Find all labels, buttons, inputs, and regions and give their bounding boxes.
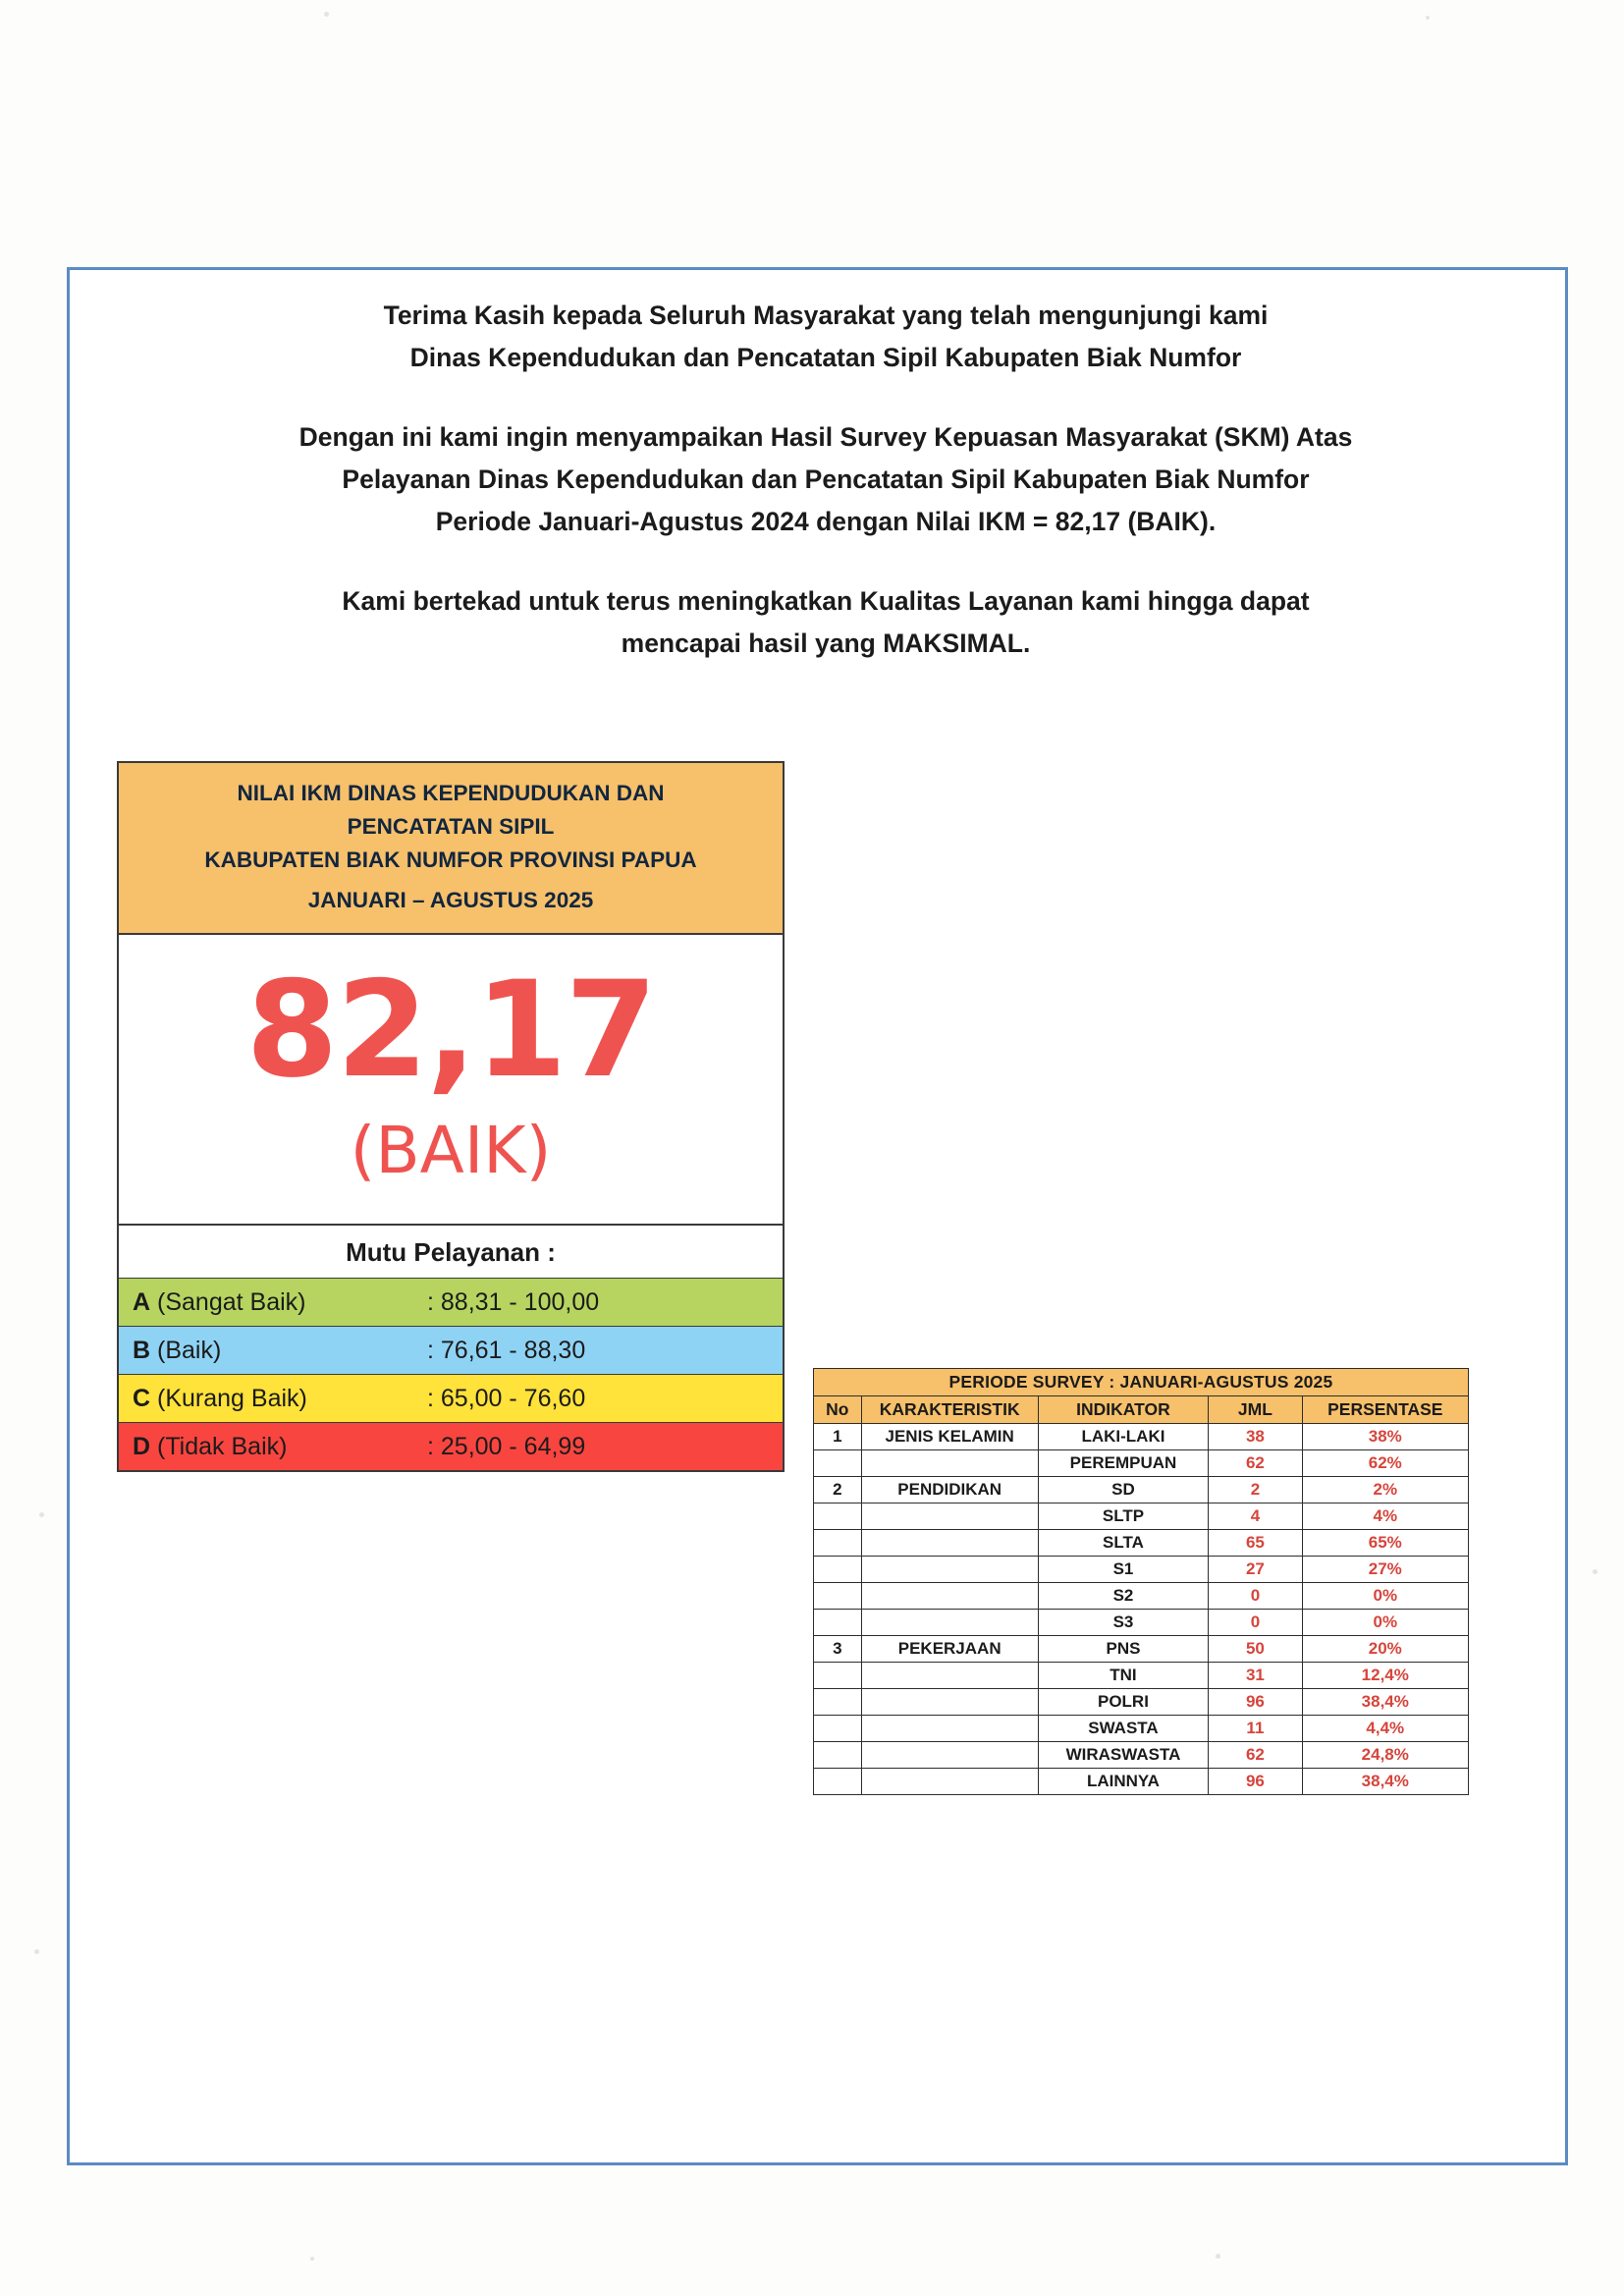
ikm-header-line-3: KABUPATEN BIAK NUMFOR PROVINSI PAPUA [204,847,697,872]
cell-no [814,1716,862,1742]
table-row [814,1424,1469,1450]
mutu-grade-b [119,1337,427,1365]
cell-indikator: POLRI [1038,1689,1209,1716]
table-row [814,1742,1469,1769]
mutu-range-b: : 76,61 - 88,30 [427,1336,586,1364]
survey-table-body [814,1369,1469,1795]
header-karakteristik: KARAKTERISTIK [861,1396,1038,1424]
mutu-row-d [119,1423,783,1470]
cell-jml: 96 [1209,1769,1302,1795]
scan-speck [34,1949,39,1954]
ikm-card-header [119,763,783,935]
ikm-header-line-2: PENCATATAN SIPIL [347,814,555,839]
header-indikator: INDIKATOR [1038,1396,1209,1424]
table-row [814,1477,1469,1503]
mutu-letter-a: A [133,1287,151,1316]
cell-karakteristik: PEKERJAAN [861,1636,1038,1663]
cell-indikator: S3 [1038,1610,1209,1636]
cell-indikator: SLTA [1038,1530,1209,1557]
cell-jml: 2 [1209,1477,1302,1503]
mutu-row-c [119,1375,783,1423]
cell-persentase: 62% [1302,1450,1468,1477]
table-row [814,1503,1469,1530]
cell-jml: 65 [1209,1530,1302,1557]
mutu-letter-d: D [133,1432,151,1460]
cell-no [814,1663,862,1689]
cell-no: 1 [814,1424,862,1450]
intro-line-7: mencapai hasil yang MAKSIMAL. [621,629,1031,658]
survey-header-row [814,1396,1469,1424]
cell-persentase: 2% [1302,1477,1468,1503]
cell-karakteristik [861,1610,1038,1636]
cell-indikator: SLTP [1038,1503,1209,1530]
cell-persentase: 27% [1302,1557,1468,1583]
mutu-range-d: : 25,00 - 64,99 [427,1432,586,1460]
scan-speck [1593,1569,1597,1574]
cell-persentase: 0% [1302,1583,1468,1610]
cell-persentase: 38,4% [1302,1689,1468,1716]
survey-characteristics-table [813,1368,1469,1795]
mutu-name-b: (Baik) [150,1336,222,1364]
mutu-letter-b: B [133,1336,151,1364]
cell-persentase: 0% [1302,1610,1468,1636]
table-row [814,1663,1469,1689]
mutu-name-a: (Sangat Baik) [150,1287,306,1316]
cell-jml: 31 [1209,1663,1302,1689]
document-sheet [67,267,1568,2165]
cell-no [814,1769,862,1795]
mutu-range-a: : 88,31 - 100,00 [427,1287,600,1316]
intro-line-1: Terima Kasih kepada Seluruh Masyarakat yang telah mengunjungi kami [383,301,1269,330]
cell-karakteristik: PENDIDIKAN [861,1477,1038,1503]
cell-persentase: 12,4% [1302,1663,1468,1689]
cell-indikator: LAINNYA [1038,1769,1209,1795]
table-row [814,1530,1469,1557]
paragraph-gap [158,379,1493,416]
mutu-name-c: (Kurang Baik) [150,1384,307,1412]
cell-jml: 11 [1209,1716,1302,1742]
header-no: No [814,1396,862,1424]
scan-speck [1216,2254,1220,2259]
scan-speck [39,1512,44,1517]
cell-karakteristik [861,1716,1038,1742]
ikm-score-card [117,761,785,1472]
ikm-header-line-1: NILAI IKM DINAS KEPENDUDUKAN DAN [237,781,665,805]
cell-jml: 4 [1209,1503,1302,1530]
cell-karakteristik [861,1583,1038,1610]
table-row [814,1769,1469,1795]
cell-indikator: WIRASWASTA [1038,1742,1209,1769]
header-spacer [129,877,773,884]
survey-period-row [814,1369,1469,1396]
table-row [814,1689,1469,1716]
survey-period-title: PERIODE SURVEY : JANUARI-AGUSTUS 2025 [814,1369,1469,1396]
mutu-row-b [119,1327,783,1375]
scan-speck [1426,16,1430,20]
cell-no [814,1742,862,1769]
cell-no [814,1583,862,1610]
cell-no [814,1530,862,1557]
mutu-grade-a [119,1288,427,1317]
table-row [814,1450,1469,1477]
table-row [814,1610,1469,1636]
header-jml: JML [1209,1396,1302,1424]
cell-indikator: SWASTA [1038,1716,1209,1742]
mutu-range-c: : 65,00 - 76,60 [427,1384,586,1412]
cell-karakteristik: JENIS KELAMIN [861,1424,1038,1450]
cell-jml: 0 [1209,1583,1302,1610]
cell-karakteristik [861,1769,1038,1795]
intro-line-2: Dinas Kependudukan dan Pencatatan Sipil Kabupaten Biak Numfor [409,343,1242,372]
cell-karakteristik [861,1663,1038,1689]
cell-karakteristik [861,1557,1038,1583]
cell-persentase: 38% [1302,1424,1468,1450]
cell-no: 2 [814,1477,862,1503]
cell-no: 3 [814,1636,862,1663]
intro-line-3: Dengan ini kami ingin menyampaikan Hasil Survey Kepuasan Masyarakat (SKM) Atas [298,422,1353,452]
table-row [814,1583,1469,1610]
cell-jml: 50 [1209,1636,1302,1663]
cell-no [814,1610,862,1636]
mutu-pelayanan-title: Mutu Pelayanan : [119,1226,783,1279]
cell-jml: 62 [1209,1742,1302,1769]
cell-persentase: 65% [1302,1530,1468,1557]
ikm-score-value: 82,17 [245,953,656,1107]
table-row [814,1557,1469,1583]
ikm-header-line-4: JANUARI – AGUSTUS 2025 [307,888,594,912]
cell-jml: 27 [1209,1557,1302,1583]
cell-no [814,1689,862,1716]
cell-indikator: S1 [1038,1557,1209,1583]
cell-no [814,1557,862,1583]
intro-line-6: Kami bertekad untuk terus meningkatkan Kualitas Layanan kami hingga dapat [342,586,1310,616]
cell-jml: 0 [1209,1610,1302,1636]
cell-persentase: 4,4% [1302,1716,1468,1742]
cell-persentase: 4% [1302,1503,1468,1530]
mutu-row-a [119,1279,783,1327]
cell-persentase: 20% [1302,1636,1468,1663]
mutu-letter-c: C [133,1384,151,1412]
cell-jml: 38 [1209,1424,1302,1450]
ikm-value-area [119,935,783,1226]
cell-indikator: TNI [1038,1663,1209,1689]
ikm-score-label: (BAIK) [350,1113,552,1188]
cell-indikator: SD [1038,1477,1209,1503]
cell-karakteristik [861,1530,1038,1557]
intro-text-block [158,295,1493,665]
cell-karakteristik [861,1450,1038,1477]
cell-persentase: 24,8% [1302,1742,1468,1769]
paragraph-gap [158,543,1493,580]
intro-line-4: Pelayanan Dinas Kependudukan dan Pencatatan Sipil Kabupaten Biak Numfor [342,465,1310,494]
mutu-grade-c [119,1385,427,1413]
mutu-grade-d [119,1433,427,1461]
scan-speck [324,12,329,17]
cell-karakteristik [861,1689,1038,1716]
cell-karakteristik [861,1503,1038,1530]
table-row [814,1716,1469,1742]
scan-speck [310,2257,314,2261]
cell-persentase: 38,4% [1302,1769,1468,1795]
cell-no [814,1450,862,1477]
intro-line-5: Periode Januari-Agustus 2024 dengan Nilai IKM = 82,17 (BAIK). [435,507,1217,536]
table-row [814,1636,1469,1663]
cell-jml: 96 [1209,1689,1302,1716]
cell-no [814,1503,862,1530]
header-persentase: PERSENTASE [1302,1396,1468,1424]
cell-jml: 62 [1209,1450,1302,1477]
cell-indikator: PEREMPUAN [1038,1450,1209,1477]
cell-indikator: LAKI-LAKI [1038,1424,1209,1450]
mutu-name-d: (Tidak Baik) [150,1432,288,1460]
cell-indikator: PNS [1038,1636,1209,1663]
cell-indikator: S2 [1038,1583,1209,1610]
cell-karakteristik [861,1742,1038,1769]
